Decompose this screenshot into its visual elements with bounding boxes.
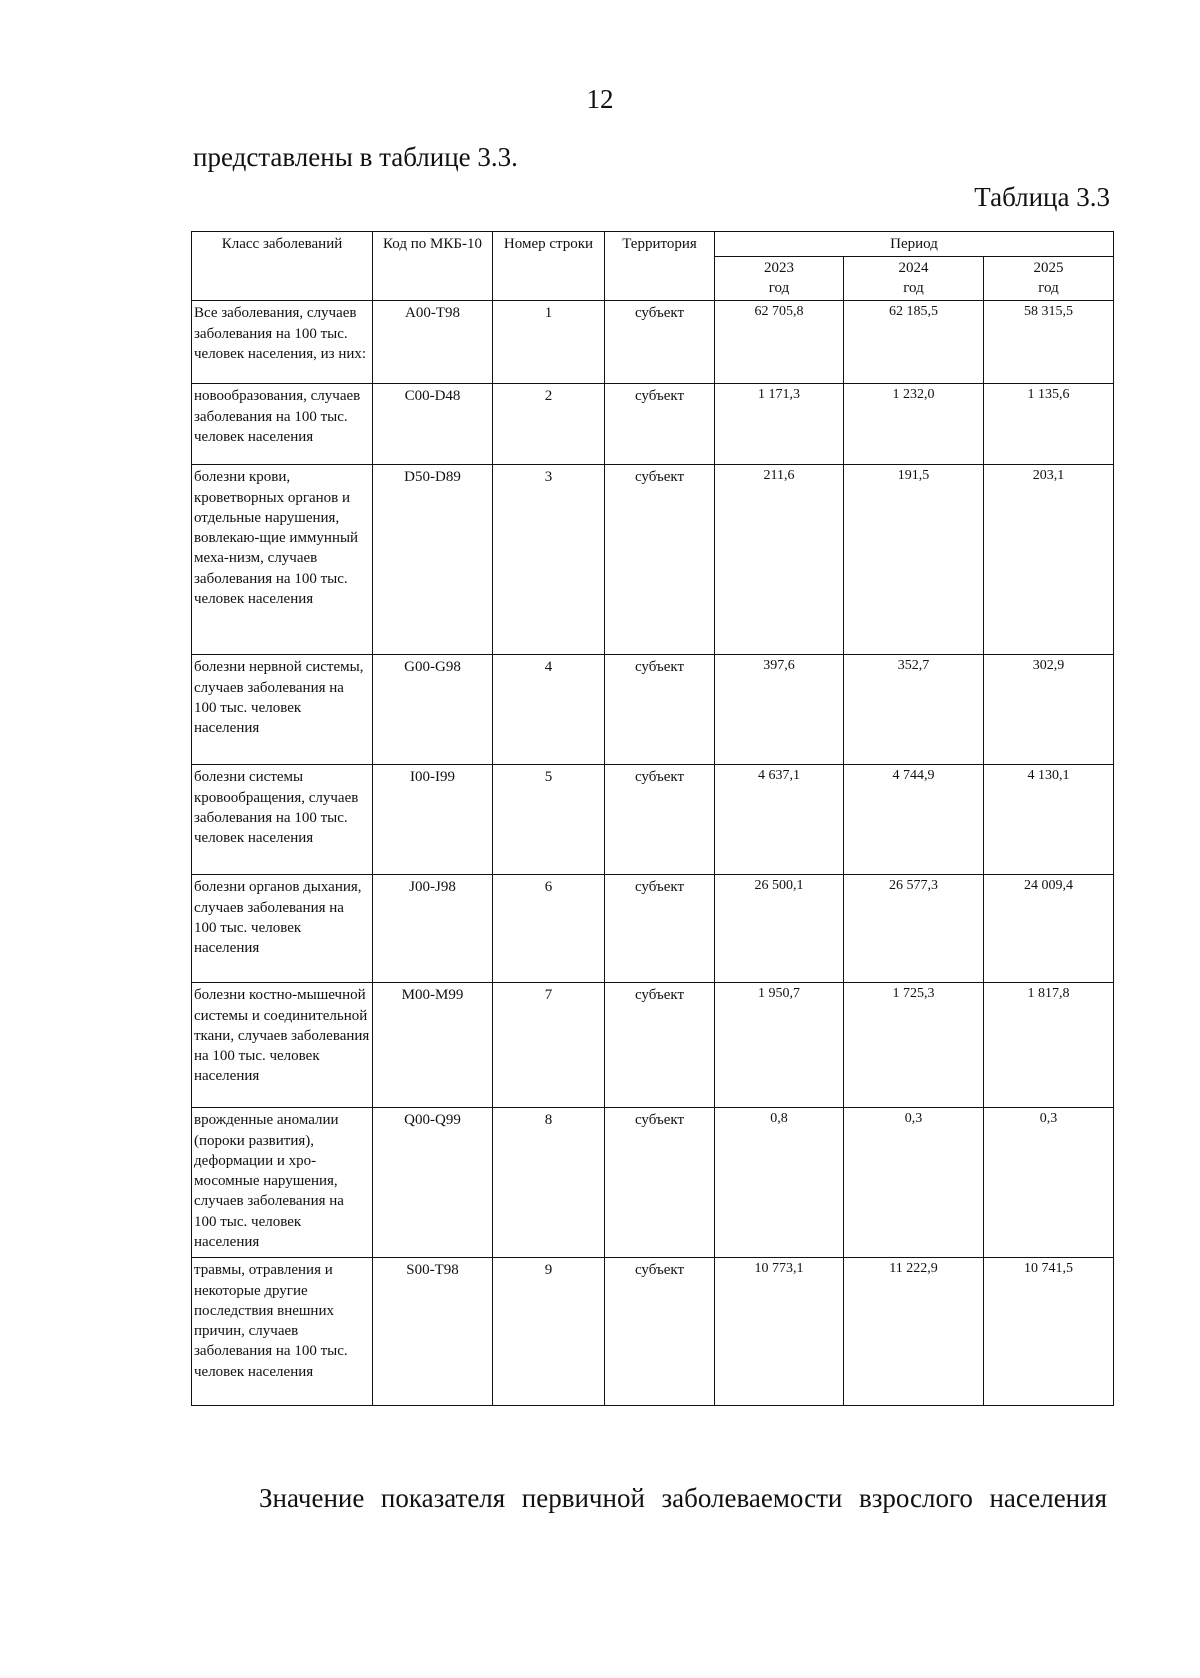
row-number-cell: 5 [493, 765, 605, 875]
year-unit: год [903, 279, 924, 296]
value-2024-cell: 0,3 [844, 1108, 984, 1258]
value-2024-cell: 4 744,9 [844, 765, 984, 875]
territory-cell: субъект [605, 465, 715, 655]
territory-cell: субъект [605, 384, 715, 465]
closing-text: Значение показателя первичной заболеваемости взрослого населения [259, 1483, 1107, 1513]
table-row [192, 465, 1114, 655]
value-2025-cell: 302,9 [984, 655, 1114, 765]
territory-cell: субъект [605, 301, 715, 384]
disease-class-cell: болезни органов дыхания, случаев заболевания на 100 тыс. человек населения [192, 875, 373, 983]
table-row [192, 301, 1114, 384]
row-number-cell: 9 [493, 1258, 605, 1406]
icd-code-cell: J00-J98 [373, 875, 493, 983]
header-row-number: Номер строки [493, 232, 605, 301]
value-2025-cell: 203,1 [984, 465, 1114, 655]
territory-cell: субъект [605, 765, 715, 875]
disease-class-cell: врожденные аномалии (пороки развития), деформации и хро-мосомные нарушения, случаев заболевания на 100 тыс. человек населения [192, 1108, 373, 1258]
table-caption: Таблица 3.3 [974, 182, 1110, 212]
year-label: 2025 [1033, 260, 1064, 277]
year-label: 2023 [764, 260, 794, 277]
value-2024-cell: 11 222,9 [844, 1258, 984, 1406]
header-year-2024 [844, 257, 984, 301]
header-disease-class: Класс заболеваний [192, 232, 373, 301]
value-2023-cell: 1 950,7 [715, 983, 844, 1108]
icd-code-cell: M00-M99 [373, 983, 493, 1108]
territory-cell: субъект [605, 1258, 715, 1406]
value-2023-cell: 0,8 [715, 1108, 844, 1258]
value-2023-cell: 1 171,3 [715, 384, 844, 465]
icd-code-cell: C00-D48 [373, 384, 493, 465]
header-year-2025 [984, 257, 1114, 301]
value-2023-cell: 211,6 [715, 465, 844, 655]
header-year-2023 [715, 257, 844, 301]
row-number-cell: 6 [493, 875, 605, 983]
table-row [192, 765, 1114, 875]
header-icd-code: Код по МКБ-10 [373, 232, 493, 301]
row-number-cell: 7 [493, 983, 605, 1108]
table-row [192, 655, 1114, 765]
value-2025-cell: 1 817,8 [984, 983, 1114, 1108]
value-2023-cell: 62 705,8 [715, 301, 844, 384]
row-number-cell: 8 [493, 1108, 605, 1258]
value-2024-cell: 62 185,5 [844, 301, 984, 384]
year-unit: год [768, 279, 790, 296]
territory-cell: субъект [605, 1108, 715, 1258]
value-2024-cell: 1 232,0 [844, 384, 984, 465]
value-2023-cell: 397,6 [715, 655, 844, 765]
icd-code-cell: A00-T98 [373, 301, 493, 384]
value-2024-cell: 352,7 [844, 655, 984, 765]
table-row [192, 983, 1114, 1108]
disease-class-cell: новообразования, случаев заболевания на 100 тыс. человек населения [192, 384, 373, 465]
disease-class-cell: болезни крови, кроветворных органов и отдельные нарушения, вовлекаю-щие иммунный меха-низм, случаев заболевания на 100 тыс. человек населения [192, 465, 373, 655]
territory-cell: субъект [605, 875, 715, 983]
value-2024-cell: 191,5 [844, 465, 984, 655]
value-2024-cell: 1 725,3 [844, 983, 984, 1108]
table-row [192, 1108, 1114, 1258]
value-2025-cell: 24 009,4 [984, 875, 1114, 983]
row-number-cell: 1 [493, 301, 605, 384]
value-2023-cell: 10 773,1 [715, 1258, 844, 1406]
year-label: 2024 [898, 260, 929, 277]
icd-code-cell: S00-T98 [373, 1258, 493, 1406]
intro-text: представлены в таблице 3.3. [193, 142, 518, 172]
row-number-cell: 2 [493, 384, 605, 465]
value-2025-cell: 0,3 [984, 1108, 1114, 1258]
disease-class-cell: травмы, отравления и некоторые другие последствия внешних причин, случаев заболевания на 100 тыс. человек населения [192, 1258, 373, 1406]
header-territory: Территория [605, 232, 715, 301]
page-number: 12 [586, 84, 614, 114]
year-unit: год [1038, 279, 1059, 296]
morbidity-table [191, 231, 1114, 1406]
territory-cell: субъект [605, 655, 715, 765]
table-row [192, 875, 1114, 983]
icd-code-cell: Q00-Q99 [373, 1108, 493, 1258]
disease-class-cell: Все заболевания, случаев заболевания на 100 тыс. человек населения, из них: [192, 301, 373, 384]
value-2025-cell: 1 135,6 [984, 384, 1114, 465]
row-number-cell: 3 [493, 465, 605, 655]
value-2023-cell: 4 637,1 [715, 765, 844, 875]
value-2025-cell: 10 741,5 [984, 1258, 1114, 1406]
header-row [192, 232, 1114, 257]
disease-class-cell: болезни костно-мышечной системы и соединительной ткани, случаев заболевания на 100 тыс. человек населения [192, 983, 373, 1108]
value-2025-cell: 4 130,1 [984, 765, 1114, 875]
territory-cell: субъект [605, 983, 715, 1108]
disease-class-cell: болезни системы кровообращения, случаев заболевания на 100 тыс. человек населения [192, 765, 373, 875]
disease-class-cell: болезни нервной системы, случаев заболевания на 100 тыс. человек населения [192, 655, 373, 765]
header-period: Период [715, 232, 1114, 257]
table-row [192, 384, 1114, 465]
icd-code-cell: I00-I99 [373, 765, 493, 875]
value-2023-cell: 26 500,1 [715, 875, 844, 983]
value-2025-cell: 58 315,5 [984, 301, 1114, 384]
icd-code-cell: D50-D89 [373, 465, 493, 655]
row-number-cell: 4 [493, 655, 605, 765]
value-2024-cell: 26 577,3 [844, 875, 984, 983]
table-row [192, 1258, 1114, 1406]
icd-code-cell: G00-G98 [373, 655, 493, 765]
